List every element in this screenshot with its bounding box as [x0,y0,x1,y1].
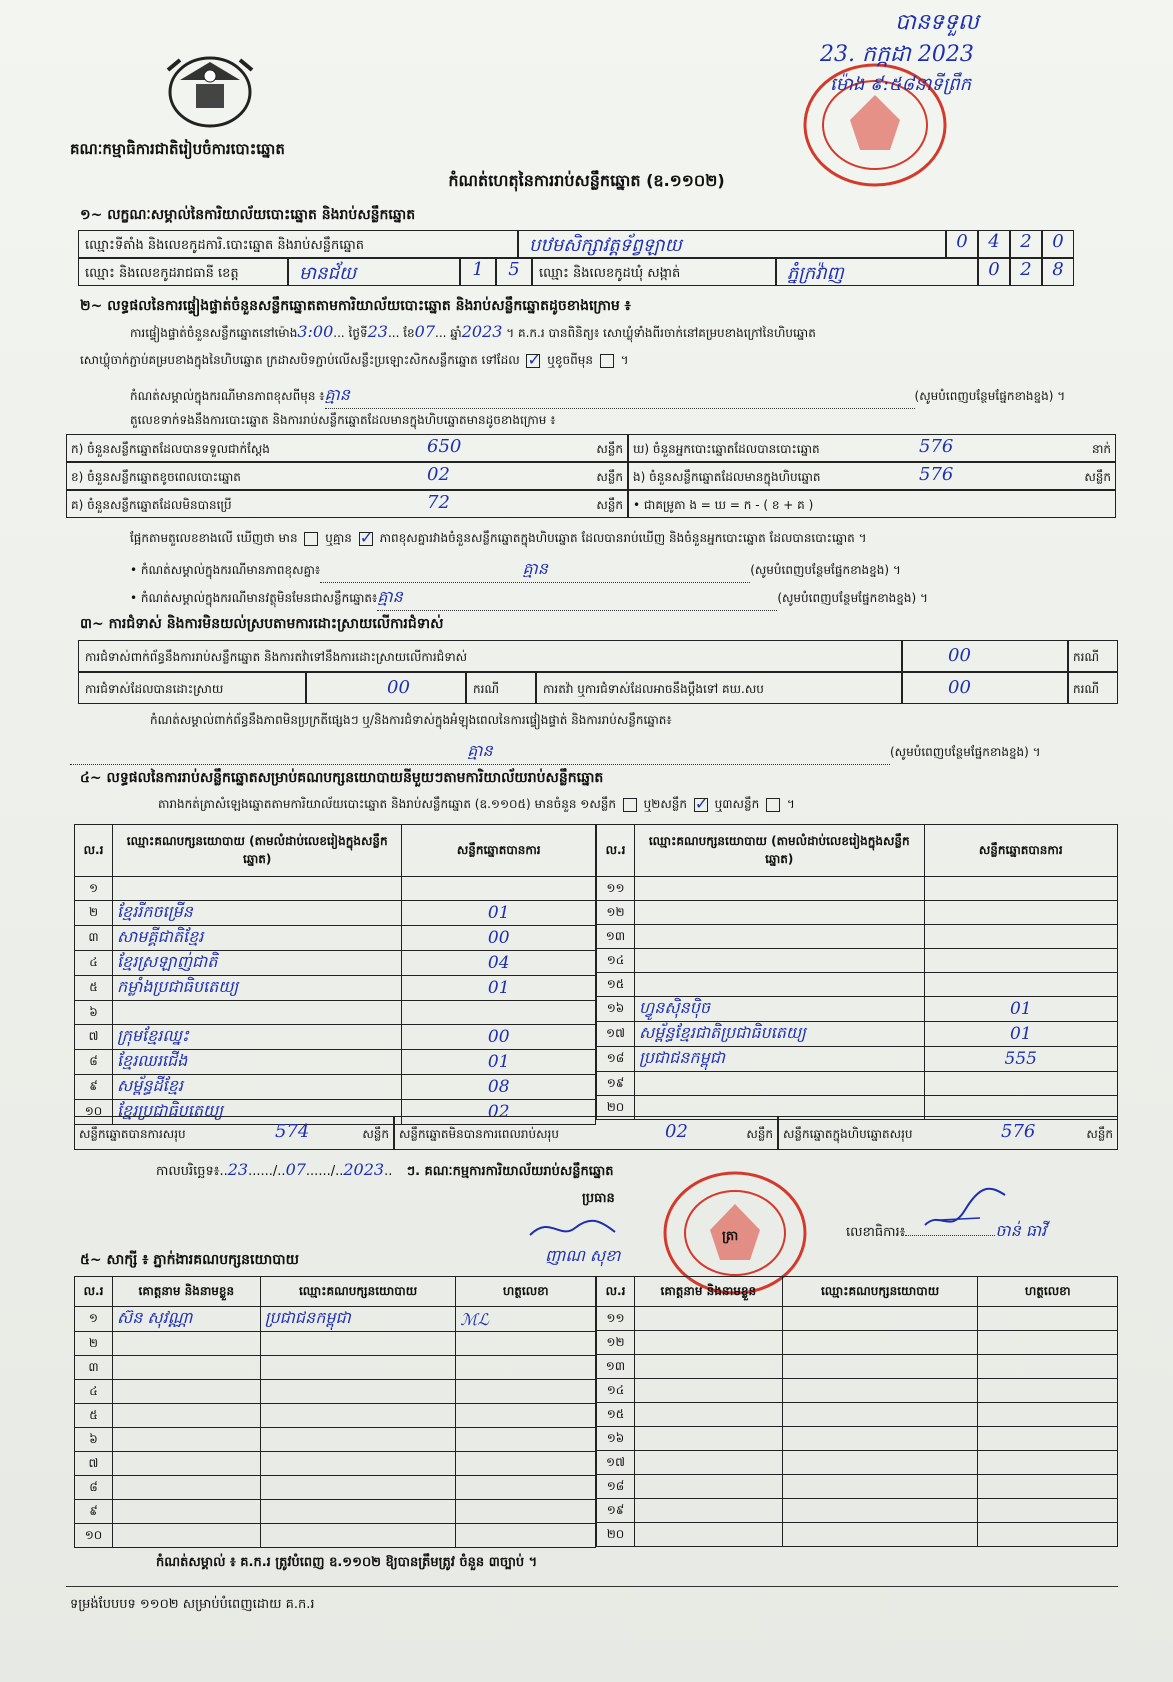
verification-time: 3:00 [297,322,334,341]
table-row: ៥ កម្លាំងប្រជាធិបតេយ្យ 01 [75,976,596,1001]
org-name: គណៈកម្មាធិការជាតិរៀបចំការបោះឆ្នោត [70,140,285,158]
received-ballots-value: 650 [427,436,462,457]
table-row: ១១ [597,1307,1118,1331]
chair-name: ញាណ សុខា [545,1246,621,1265]
appeal-label: ការតវ៉ា ឬការជំទាស់ដែលអាចនឹងប្តឹងទៅ គឃ.សប [536,672,902,704]
province-value-cell [288,258,460,286]
station-label: ឈ្មោះទីតាំង និងលេខកូដការិ.បោះឆ្នោត និងរាប់សន្លឹកឆ្នោត [85,238,364,253]
objection-row-1-value: 00 [902,640,1068,672]
table-row: ៩ [75,1500,596,1524]
table-row: ១៤ [597,949,1118,973]
appeal-value: 00 [902,672,1068,704]
results-table-left: ល.រ ឈ្មោះគណបក្សនយោបាយ (តាមលំដាប់លេខរៀងក្នុងសន្លឹកឆ្នោត) សន្លឹកឆ្នោតបានការ ១ ២ ខ្មែររីកចម្រើន 01 ៣ សាមគ្គីជាតិខ្មែរ 00 ៤ ខ្មែរស្រឡាញ់ជាតិ 04 ៥ កម្លាំងប្រជាធិបតេយ្យ 01 ៦ ៧ ក្រុមខ្មែរឈ្នះ 00 ៨ ខ្មែរឈរជើង 01 ៩ សម្ព័ន្ធដីខ្មែរ 08 ១០ ខ្មែរប្រជាធិបតេយ្យ 02 [74,824,596,1125]
province-label: ឈ្មោះ និងលេខកូដរាជធានី ខេត្ត [85,266,239,281]
commune-code-digit: 2 [1010,258,1042,286]
table-row: ១៨ [597,1475,1118,1499]
foreign-object-note: • កំណត់សម្គាល់ក្នុងករណីមានវត្ថុមិនមែនជាសន្លឹកឆ្នោត៖គ្មាន (សូមបំពេញបន្ថែមផ្នែកខាងខ្នង) ។ [130,586,928,611]
table-row: ៧ ក្រុមខ្មែរឈ្នះ 00 [75,1025,596,1050]
station-code-digit: 2 [1010,230,1042,258]
commune-value-cell [776,258,978,286]
signing-date: កាលបរិច្ឆេទ៖..23....../..07....../..2023.. ៗ. គណៈកម្មការការិយាល័យរាប់សន្លឹកឆ្នោត [156,1160,614,1179]
table-row: ៤ ខ្មែរស្រឡាញ់ជាតិ 04 [75,951,596,976]
station-value-cell [518,230,946,258]
one-sheet-checkbox[interactable] [623,798,637,812]
footer-divider [66,1586,1118,1587]
tally-sheet-line: តារាងកត់ត្រាសំឡេងឆ្នោតតាមការិយាល័យបោះឆ្នោត និងរាប់សន្លឹកឆ្នោត (ឧ.១១០៥) មានចំនួន ១សន្លឹក ឬ២សន្លឹក ✓ ឬ៣សន្លឹក ។ [158,796,795,814]
chair-signature-icon [520,1210,630,1250]
difference-note-value: គ្មាន [324,385,350,404]
objection-row-1-unit: ករណី [1068,640,1118,672]
spoiled-ballots-value: 02 [427,464,450,485]
witness-table-right: ល.រ គោត្តនាម និងនាមខ្លួន ឈ្មោះគណបក្សនយោបាយ ហត្ថលេខា ១១ ១២ ១៣ ១៤ ១៥ ១៦ ១៧ ១៨ ១៩ ២០ [596,1276,1118,1547]
province-code-digit: 5 [496,258,532,286]
table-row: ១៣ [597,1355,1118,1379]
table-row: ១០ ខ្មែរប្រជាធិបតេយ្យ 02 [75,1100,596,1125]
commune-code-digit: 0 [978,258,1010,286]
table-row: ១៤ [597,1379,1118,1403]
nec-logo-icon [160,40,260,130]
voters-value: 576 [919,436,954,457]
chair-label: ប្រធាន [582,1191,615,1206]
has-difference-checkbox[interactable] [304,532,318,546]
table-row: ១០ [75,1524,596,1548]
resolved-label: ការជំទាស់ដែលបានដោះស្រាយ [78,672,306,704]
verification-year: 2023 [461,322,503,341]
damaged-checkbox[interactable] [600,354,614,368]
station-label-cell [78,230,518,258]
table-row: ៥ [75,1404,596,1428]
table-row: ៨ [75,1476,596,1500]
commune-code-digit: 8 [1042,258,1074,286]
station-code-digit: 0 [946,230,978,258]
no-difference-checkbox[interactable] [359,532,373,546]
table-row: ១១ [597,877,1118,901]
received-date: 23. កក្កដា 2023 [820,42,974,67]
table-row: ១៨ ប្រជាជនកម្ពុជា 555 [597,1047,1118,1072]
verification-day: 23 [367,322,388,341]
unused-ballots-value: 72 [427,492,450,513]
table-row: ១៥ [597,1403,1118,1427]
total-valid-cell: សន្លឹកឆ្នោតបានការសរុប 574 សន្លឹក [74,1116,394,1150]
objection-row-1-label: ការជំទាស់ពាក់ព័ន្ធនឹងការរាប់សន្លឹកឆ្នោត និងការតវ៉ាទៅនឹងការដោះស្រាយលើការជំទាស់ [78,640,902,672]
table-row: ១២ [597,1331,1118,1355]
secretary-signature-icon [920,1180,1010,1240]
figure-row-e: ង) ចំនួនសន្លឹកឆ្នោតដែលមានក្នុងហិបឆ្នោត 576 សន្លឹក [628,462,1116,490]
section5-title: ៥~ សាក្សី ៖ ភ្នាក់ងារគណបក្សនយោបាយ [80,1252,299,1268]
commune-value: ភ្នំក្រវ៉ាញ [787,263,844,284]
form-footer: ទម្រង់បែបបទ ១១០២ សម្រាប់បំពេញដោយ គ.ក.រ [70,1597,315,1612]
two-sheets-checkbox[interactable] [694,798,708,812]
province-value: មានជ័យ [299,263,357,284]
table-row: ៧ [75,1452,596,1476]
difference-note-2: • កំណត់សម្គាល់ក្នុងករណីមានភាពខុសគ្នា៖ គ្មាន (សូមបំពេញបន្ថែមផ្នែកខាងខ្នង) ។ [130,558,901,583]
total-invalid-cell: សន្លឹកឆ្នោតមិនបានការពេលរាប់សរុប 02 សន្លឹក [394,1116,778,1150]
three-sheets-checkbox[interactable] [766,798,780,812]
figure-row-b: ខ) ចំនួនសន្លឹកឆ្នោតខូចពេលបោះឆ្នោត 02 សន្លឹក [66,462,628,490]
table-row: ២ ខ្មែររីកចម្រើន 01 [75,901,596,926]
section3-title: ៣~ ការជំទាស់ និងការមិនយល់ស្របតាមការដោះស្រាយលើការជំទាស់ [80,616,444,632]
table-row: ៦ [75,1428,596,1452]
table-row: ៣ [75,1356,596,1380]
station-code-digit: 0 [1042,230,1074,258]
province-code-digit: 1 [460,258,496,286]
secretary-name: ចាន់ ធាវី [995,1221,1047,1240]
compare-line: ផ្អែកតាមតួលេខខាងលើ ឃើញថា មាន ឬគ្មាន ✓ ភាពខុសគ្នារវាងចំនួនសន្លឹកឆ្នោតក្នុងហិបឆ្នោត ដែលបានរាប់ឃើញ និងចំនួនអ្នកបោះឆ្នោត ដែលបានបោះឆ្នោត ។ [130,530,867,548]
table-row: ២០ [597,1096,1118,1120]
total-valid-value: 574 [275,1121,310,1142]
table-row: ១២ [597,901,1118,925]
received-time: ម៉ោង ៩:៥៨នាទីព្រឹក [830,74,972,95]
table-row: ៨ ខ្មែរឈរជើង 01 [75,1050,596,1075]
ballots-in-box-value: 576 [919,464,954,485]
commune-label: ឈ្មោះ និងលេខកូដឃុំ សង្កាត់ [539,266,681,281]
table-row: ១ ស៊ន សុវណ្ណា ប្រជាជនកម្ពុជា ℳℒ [75,1307,596,1332]
table-row: ៩ សម្ព័ន្ធដីខ្មែរ 08 [75,1075,596,1100]
province-label-cell [78,258,288,286]
table-row: ១៩ [597,1072,1118,1096]
table-row: ១៧ [597,1451,1118,1475]
table-row: ១៣ [597,925,1118,949]
table-row: ៤ [75,1380,596,1404]
irregularities-note-label: កំណត់សម្គាល់ពាក់ព័ន្ធនឹងភាពមិនប្រក្រតីផ្សេងៗ ឬ/និងការជំទាស់ក្នុងអំឡុងពេលនៃការផ្ទៀងផ្ទាត់ និងការរាប់សន្លឹកឆ្នោត៖ [150,713,672,727]
form-title: កំណត់ហេតុនៃការរាប់សន្លឹកឆ្នោត (ឧ.១១០២) [448,171,725,190]
footer-note: កំណត់សម្គាល់ ៖ គ.ក.រ ត្រូវបំពេញ ឧ.១១០២ ឱ្យបានត្រឹមត្រូវ ចំនួន ៣ច្បាប់ ។ [156,1555,538,1570]
table-row: ១៥ [597,973,1118,997]
secretary-line: លេខាធិការ៖ ចាន់ ធាវី [846,1221,1047,1240]
figures-intro: តួលេខទាក់ទងនឹងការបោះឆ្នោត និងការរាប់សន្លឹកឆ្នោតដែលមានក្នុងហិបឆ្នោតមានដូចខាងក្រោម ៖ [130,413,556,427]
table-row: ៦ [75,1001,596,1025]
table-row: ១៩ [597,1499,1118,1523]
figure-row-d: ឃ) ចំនួនអ្នកបោះឆ្នោតដែលបានបោះឆ្នោត 576 នាក់ [628,434,1116,462]
table-row: ២០ [597,1523,1118,1547]
figure-row-c: គ) ចំនួនសន្លឹកឆ្នោតដែលមិនបានប្រើ 72 សន្លឹក [66,490,628,518]
seal-label: ត្រា [722,1229,739,1244]
section4-title: ៤~ លទ្ធផលនៃការរាប់សន្លឹកឆ្នោតសម្រាប់គណបក្សនយោបាយនីមួយៗតាមការិយាល័យរាប់សន្លឹកឆ្នោត [80,770,604,786]
total-invalid-value: 02 [665,1121,688,1142]
verification-line-1: ការផ្ទៀងផ្ទាត់ចំនួនសន្លឹកឆ្នោតនៅម៉ោង3:00... ថ្ងៃទី23... ខែ07... ឆ្នាំ2023 ។ គ.ក.រ បានពិនិត្យ៖ សោឃ្លុំទាំងពីរចាក់នៅគម្របខាងក្រៅនៃហិបឆ្នោត [130,322,816,341]
figure-row-formula: • ជាគម្រូតា ង = ឃ = ក - ( ខ + គ ) [628,490,1116,518]
table-row: ១៦ ហ្វូនស៊ិនប៉ិច 01 [597,997,1118,1022]
table-row: ៣ សាមគ្គីជាតិខ្មែរ 00 [75,926,596,951]
verification-month: 07 [414,322,436,341]
table-row: ១ [75,877,596,901]
section1-title: ១~ លក្ខណៈសម្គាល់នៃការិយាល័យបោះឆ្នោត និងរាប់សន្លឹកឆ្នោត [80,207,416,223]
total-box-cell: សន្លឹកឆ្នោតក្នុងហិបឆ្នោតសរុប 576 សន្លឹក [778,1116,1118,1150]
station-code-digit: 4 [978,230,1010,258]
witness-table-left: ល.រ គោត្តនាម និងនាមខ្លួន ឈ្មោះគណបក្សនយោបាយ ហត្ថលេខា ១ ស៊ន សុវណ្ណា ប្រជាជនកម្ពុជា ℳℒ ២ ៣ ៤ ៥ ៦ ៧ ៨ ៩ ១០ [74,1276,596,1548]
resolved-value: 00 [306,672,466,704]
resolved-unit: ករណី [466,672,536,704]
figure-row-a: ក) ចំនួនសន្លឹកឆ្នោតដែលបានទទួលជាក់ស្តែង 650 សន្លឹក [66,434,628,462]
appeal-unit: ករណី [1068,672,1118,704]
section2-title: ២~ លទ្ធផលនៃការផ្ទៀងផ្ទាត់ចំនួនសន្លឹកឆ្នោតតាមការិយាល័យបោះឆ្នោត និងរាប់សន្លឹកឆ្នោតដូចខាងក្រោម ៖ [80,298,631,314]
irregularities-note-line: គ្មាន (សូមបំពេញបន្ថែមផ្នែកខាងខ្នង) ។ [70,740,1041,765]
total-box-value: 576 [1001,1121,1036,1142]
difference-note-line: កំណត់សម្គាល់ក្នុងករណីមានភាពខុសពីមុន ៖គ្មាន (សូមបំពេញបន្ថែមផ្នែកខាងខ្នង) ។ [130,384,1065,409]
table-row: ១៦ [597,1427,1118,1451]
received-stamp-text: បានទទួល [895,10,979,35]
commune-label-cell [532,258,776,286]
table-row: ១៧ សម្ព័ន្ធខ្មែរជាតិប្រជាធិបតេយ្យ 01 [597,1022,1118,1047]
results-table-right: ល.រ ឈ្មោះគណបក្សនយោបាយ (តាមលំដាប់លេខរៀងក្នុងសន្លឹកឆ្នោត) សន្លឹកឆ្នោតបានការ ១១ ១២ ១៣ ១៤ ១៥ ១៦ ហ្វូនស៊ិនប៉ិច 01 ១៧ សម្ព័ន្ធខ្មែរជាតិប្រជាធិបតេយ្យ 01 ១៨ ប្រជាជនកម្ពុជា 555 ១៩ ២០ [596,824,1118,1120]
intact-checkbox[interactable] [526,354,540,368]
verification-line-2: សោឃ្លុំចាក់ភ្ជាប់គម្របខាងក្នុងនៃហិបឆ្នោត ក្រដាសបិទភ្ជាប់លើសន្លឹះប្រឡោះសិកសន្លឹកឆ្នោត ទៅដែល ✓ ឬខូចពីមុន ។ [80,352,629,370]
station-value: បឋមសិក្សាវត្តទ័ព្វឡាយ [529,235,682,256]
table-row: ២ [75,1332,596,1356]
